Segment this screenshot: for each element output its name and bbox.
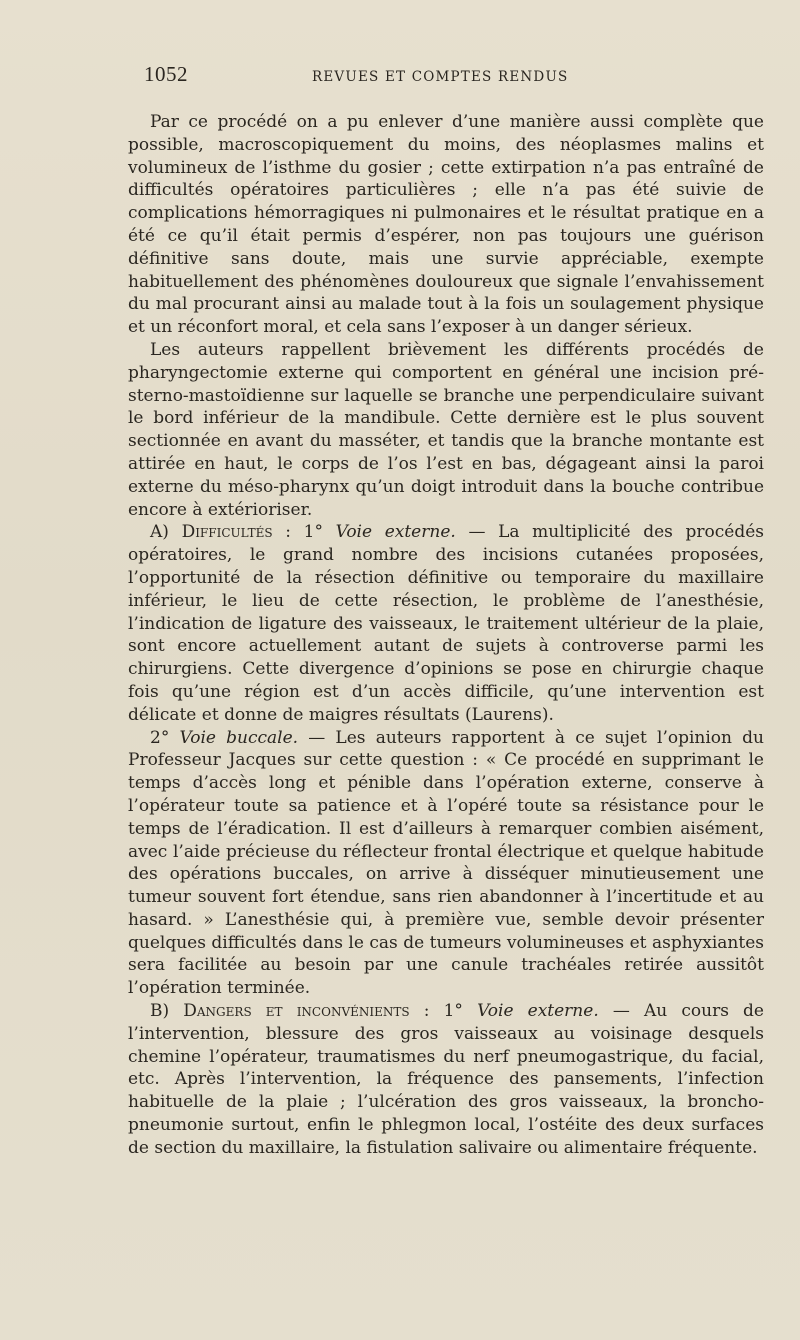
paragraph-1 bbox=[128, 111, 764, 339]
paragraph-text: Les auteurs rappellent brièvement les différents procédés de pharyngectomie externe qui comportent en général une incision pré-sterno-mastoïdienne sur laquelle se branche une perpendiculaire suivant le bord inférieur de la mandibule. Cette dernière est le plus souvent sectionnée en avant du masséter, et tandis que la branche montante est attirée en haut, le corps de l’os l’est en bas, dégageant ainsi la paroi externe du méso-pharynx qu’un doigt introduit dans la bouche contribue encore à extérioriser. bbox=[128, 339, 764, 520]
section-number: 2° bbox=[150, 727, 180, 748]
running-head: REVUES ET COMPTES RENDUS bbox=[312, 69, 569, 85]
subsection-title: Voie externe. bbox=[335, 522, 456, 543]
paragraph-text: Par ce procédé on a pu enlever d’une manière aussi complète que possible, macroscopiquement du moins, des néoplasmes malins et volumineux de l’isthme du gosier ; cette extirpation n’a pas entraîné de difficultés opératoires particulières ; elle n’a pas été suivie de complications hémorragiques ni pulmonaires et le résultat pratique en a été ce qu’il était permis d’espérer, non pas toujours une guérison définitive sans doute, mais une survie appréciable, exempte habituellement des phénomènes douloureux que signale l’envahissement du mal procurant ainsi au malade tout à la fois un soulagement physique et un réconfort moral, et cela sans l’exposer à un danger sérieux. bbox=[128, 112, 764, 338]
paragraph-2 bbox=[128, 339, 764, 521]
body-text bbox=[128, 111, 764, 1160]
page-number: 1052 bbox=[144, 62, 188, 86]
paragraph-5-dangers bbox=[128, 1000, 764, 1160]
section-heading: Dangers et inconvénients bbox=[183, 1001, 410, 1022]
section-number: : 1° bbox=[409, 1001, 478, 1022]
paragraph-text: — Au cours de l’intervention, blessure des gros vaisseaux au voisinage desquels chemine l’opérateur, traumatismes du nerf pneumogastrique, du facial, etc. Après l’intervention, la fréquence des pansements, l’infection habituelle de la plaie ; l’ulcération des gros vaisseaux, la broncho-pneumonie surtout, enfin le phlegmon local, l’ostéite des deux surfaces de section du maxillaire, la fistulation salivaire ou alimentaire fréquente. bbox=[128, 1001, 764, 1158]
subsection-title: Voie externe. bbox=[477, 1001, 599, 1022]
section-lead: A) bbox=[150, 522, 182, 543]
paragraph-text: — La multiplicité des procédés opératoires, le grand nombre des incisions cutanées proposées, l’opportunité de la résection définitive ou temporaire du maxillaire inférieur, le lieu de cette résection, le problème de l’anesthésie, l’indication de ligature des vaisseaux, le traitement ultérieur de la plaie, sont encore actuellement autant de sujets à controverse parmi les chirurgiens. Cette divergence d’opinions se pose en chirurgie chaque fois qu’une région est d’un accès difficile, qu’une intervention est délicate et donne de maigres résultats (Laurens). bbox=[128, 522, 764, 725]
section-lead: B) bbox=[150, 1001, 184, 1022]
section-number: : 1° bbox=[272, 522, 336, 543]
page-header bbox=[144, 62, 764, 92]
paragraph-3-difficultes bbox=[128, 521, 764, 726]
section-heading: Difficultés bbox=[181, 522, 273, 543]
paragraph-4-voie-buccale bbox=[128, 727, 764, 1001]
subsection-title: Voie buccale. bbox=[179, 727, 299, 748]
paragraph-text: — Les auteurs rapportent à ce sujet l’opinion du Professeur Jacques sur cette question : « Ce procédé en supprimant le temps d’accès long et pénible dans l’opération externe, conserve à l’opérateur toute sa patience et à l’opéré toute sa résistance pour le temps de l’éradication. Il est d’ailleurs à remarquer combien aisément, avec l’aide précieuse du réflecteur frontal électrique et quelque habitude des opérations buccales, on arrive à disséquer minutieusement une tumeur souvent fort étendue, sans rien abandonner à l’incertitude et au hasard. » L’anesthésie qui, à première vue, semble devoir présenter quelques difficultés dans le cas de tumeurs volumineuses et asphyxiantes sera facilitée au besoin par une canule trachéales retirée aussitôt l’opération terminée. bbox=[128, 727, 764, 999]
